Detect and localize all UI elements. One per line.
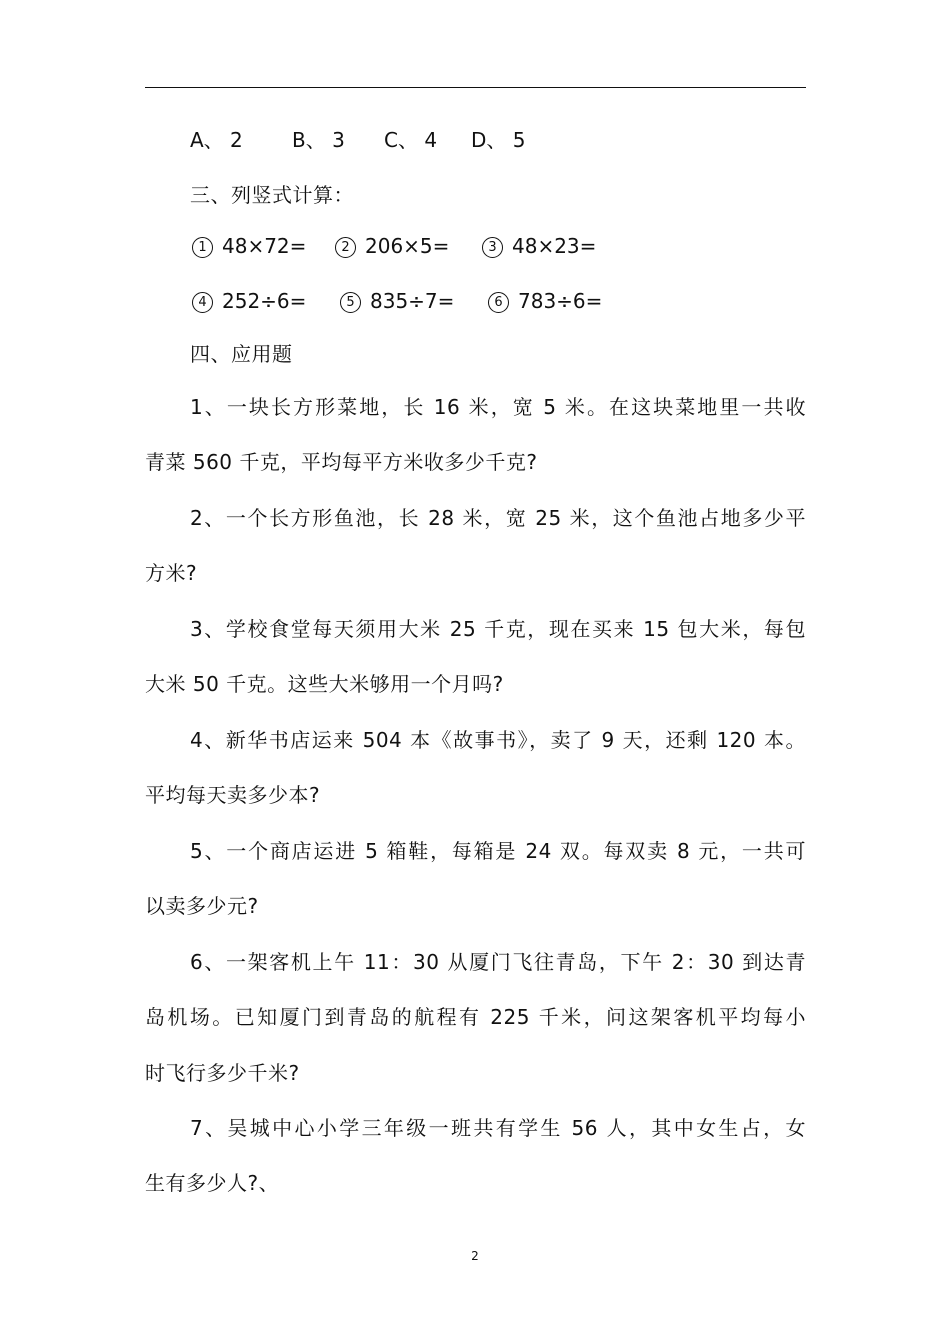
header-rule — [145, 87, 806, 88]
circled-number: 6 — [488, 292, 509, 313]
circled-number: 1 — [192, 237, 213, 258]
problem-3-line-2: 大米 50 千克。这些大米够用一个月吗? — [145, 672, 504, 696]
problem-3-line-1: 3、学校食堂每天须用大米 25 千克，现在买来 15 包大米，每包 — [190, 617, 806, 641]
calc-expression: 252÷6= — [222, 289, 307, 313]
problem-7-line-1: 7、吴城中心小学三年级一班共有学生 56 人，其中女生占，女 — [190, 1116, 806, 1140]
page-number: 2 — [471, 1249, 479, 1263]
section4-title: 四、应用题 — [190, 342, 293, 366]
calc-item-6 — [488, 287, 602, 315]
calc-item-5 — [340, 287, 454, 315]
circled-number: 2 — [335, 237, 356, 258]
calc-item-1 — [192, 232, 306, 260]
problem-2-line-1: 2、一个长方形鱼池，长 28 米，宽 25 米，这个鱼池占地多少平 — [190, 506, 806, 530]
problem-5-line-2: 以卖多少元? — [145, 894, 259, 918]
problem-6-line-2: 岛机场。已知厦门到青岛的航程有 225 千米，问这架客机平均每小 — [145, 1005, 806, 1029]
choice-c: C、 4 — [384, 128, 438, 152]
problem-1-line-1: 1、一块长方形菜地，长 16 米，宽 5 米。在这块菜地里一共收 — [190, 395, 806, 419]
problem-1-line-2: 青菜 560 千克，平均每平方米收多少千克? — [145, 450, 538, 474]
calc-item-4 — [192, 287, 306, 315]
choice-a: A、 2 — [190, 128, 243, 152]
calc-expression: 783÷6= — [518, 289, 603, 313]
choice-d: D、 5 — [471, 128, 526, 152]
problem-5-line-1: 5、一个商店运进 5 箱鞋，每箱是 24 双。每双卖 8 元，一共可 — [190, 839, 806, 863]
problem-6-line-1: 6、一架客机上午 11：30 从厦门飞往青岛，下午 2：30 到达青 — [190, 950, 806, 974]
calc-expression: 48×23= — [512, 234, 597, 258]
problem-2-line-2: 方米? — [145, 561, 198, 585]
section3-title: 三、列竖式计算： — [190, 183, 354, 207]
choice-b: B、 3 — [292, 128, 345, 152]
circled-number: 5 — [340, 292, 361, 313]
calc-expression: 48×72= — [222, 234, 307, 258]
calc-item-2 — [335, 232, 449, 260]
problem-6-line-3: 时飞行多少千米? — [145, 1061, 300, 1085]
calc-expression: 206×5= — [365, 234, 450, 258]
problem-4-line-1: 4、新华书店运来 504 本《故事书》，卖了 9 天，还剩 120 本。 — [190, 728, 806, 752]
calc-item-3 — [482, 232, 596, 260]
problem-4-line-2: 平均每天卖多少本? — [145, 783, 321, 807]
calc-expression: 835÷7= — [370, 289, 455, 313]
circled-number: 4 — [192, 292, 213, 313]
problem-7-line-2: 生有多少人?、 — [145, 1171, 280, 1195]
circled-number: 3 — [482, 237, 503, 258]
